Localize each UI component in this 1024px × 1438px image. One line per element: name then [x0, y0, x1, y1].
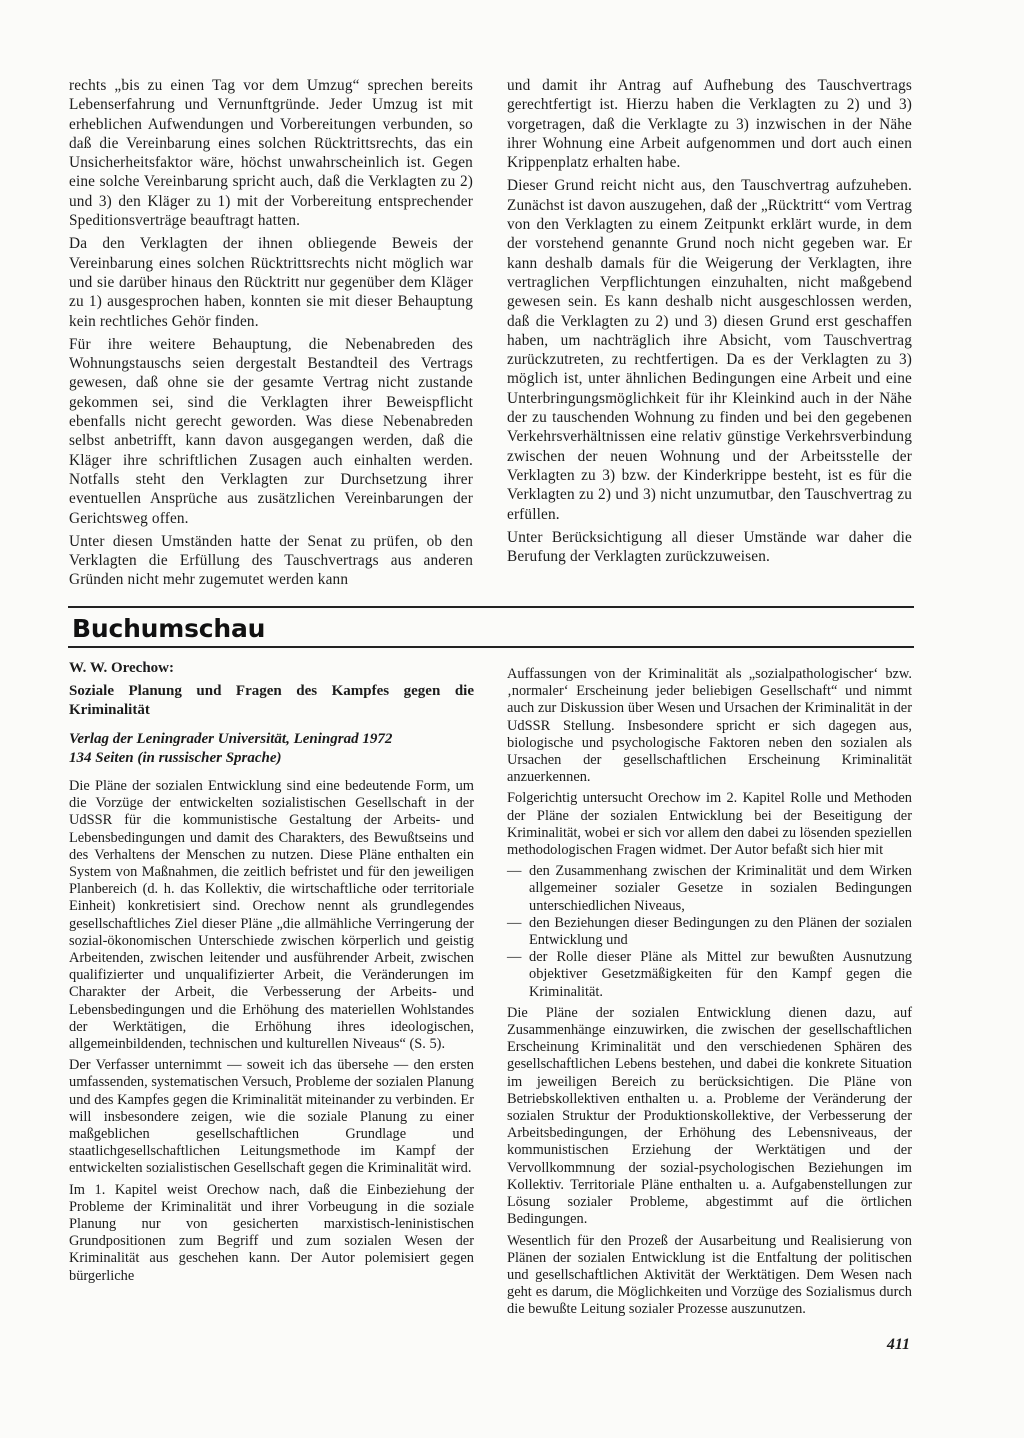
top-left-column	[69, 76, 473, 594]
paragraph: Die Pläne der sozialen Entwicklung sind eine bedeutende Form, um die Vorzüge der entwickelten sozialistischen Gesellschaft in der UdSSR für die kommunistische Gestaltung der Arbeits- und Lebensbedingungen und damit des Charakters, des Bewußtseins und des Verhaltens der Menschen zu nutzen. Diese Pläne enthalten ein System von Maßnahmen, die zeitlich befristet und für den jeweiligen Planbereich (d. h. das Kollektiv, die wirtschaftliche oder territoriale Einheit) konkretisiert sind. Orechow nennt als grundlegendes gesellschaftliches Ziel dieser Pläne „die allmähliche Verringerung der sozial-ökonomischen Unterschiede zwischen körperlich und geistig Arbeitenden, zwischen leitender und ausführender Arbeit, zwischen qualifizierter und unqualifizierter Arbeit, die Veränderungen im Charakter der Arbeit, die Verbesserung der Arbeits- und Lebensbedingungen und die Erhöhung des materiellen Wohlstandes der Werktätigen, die Erhöhung ihres ideologischen, allgemeinbildenden, technischen und kulturellen Niveaus“ (S. 5).	[69, 778, 474, 1053]
list-item-text: der Rolle dieser Pläne als Mittel zur bewußten Ausnutzung objektiver Gesetzmäßigkeiten für den Kampf gegen die Kriminalität.	[529, 949, 912, 1000]
paragraph: Für ihre weitere Behauptung, die Nebenabreden des Wohnungstauschs seien dergestalt Bestandteil des Vertrags gewesen, daß ohne sie der gesamte Vertrag nicht zustande gekommen sei, sind die Verklagten ihrer Beweispflicht ebenfalls nicht gerecht geworden. Was diese Nebenabreden selbst anbetrifft, kann davon ausgegangen werden, daß die Kläger ihre schriftlichen Zusagen auch einhalten werden. Notfalls steht den Verklagten zur Durchsetzung ihrer eventuellen Ansprüche aus zusätzlichen Vereinbarungen der Gerichtsweg offen.	[69, 335, 473, 527]
list-item	[507, 915, 912, 949]
list-item	[507, 949, 912, 1001]
dash-bullet: —	[507, 949, 522, 966]
paragraph: Dieser Grund reicht nicht aus, den Tauschvertrag aufzuheben. Zunächst ist davon auszugehen, daß der „Rücktritt“ vom Vertrag von den Verklagten zu einem Zeitpunkt erklärt wurde, in dem der vorstehend genannte Grund noch nicht gegeben war. Er kann deshalb damals für die Weigerung der Verklagten, ihre vertraglichen Verpflichtungen einzuhalten, nicht maßgebend gewesen sein. Es kann deshalb nicht ausgeschlossen werden, daß die Verklagten zu 2) und 3) diesen Grund erst geschaffen haben, um nachträglich ihre Absicht, vom Tauschvertrag zurückzutreten, zu rechtfertigen. Da es der Verklagten zu 3) möglich ist, unter ähnlichen Bedingungen eine Arbeit und eine Unterbringungsmöglichkeit für ihr Kleinkind auch in der Nähe der zu tauschenden Wohnung zu finden und bei den gegebenen Verkehrsverhältnissen eine relativ günstige Verkehrsverbindung zwischen der neuen Wohnung und der Arbeitsstelle der Verklagten zu 3) bzw. der Kinderkrippe besteht, ist es für die Verklagten zu 2) und 3) nicht unzumutbar, den Tauschvertrag zu erfüllen.	[507, 177, 912, 523]
paragraph: Unter Berücksichtigung all dieser Umstände war daher die Berufung der Verklagten zurückzuweisen.	[507, 528, 912, 566]
review-publisher	[69, 730, 474, 768]
dash-bullet: —	[507, 914, 522, 931]
paragraph: Der Verfasser unternimmt — soweit ich das übersehe — den ersten umfassenden, systematischen Versuch, Probleme der sozialen Planung und des Kampfes gegen die Kriminalität miteinander zu verbinden. Er will insbesondere zeigen, wie die soziale Planung zu einer maßgeblichen gesellschaftlichen Grundlage und staatlichgesellschaftlichen Leitungsmethode im Kampf der entwickelten sozialistischen Gesellschaft gegen die Kriminalität wird.	[69, 1057, 474, 1177]
publisher-line: Verlag der Leningrader Universität, Leningrad 1972	[69, 731, 393, 747]
paragraph: Im 1. Kapitel weist Orechow nach, daß die Einbeziehung der Probleme der Kriminalität und ihrer Vorbeugung in die soziale Planung nur von gesicherten marxistisch-leninistischen Grundpositionen zum Begriff und zum sozialen Wesen der Kriminalität aus geschehen kann. Der Autor polemisiert gegen bürgerliche	[69, 1181, 474, 1284]
review-book-title: Soziale Planung und Fragen des Kampfes gegen die Kriminalität	[69, 683, 474, 718]
review-left-column	[69, 660, 474, 1289]
publisher-line: 134 Seiten (in russischer Sprache)	[69, 750, 282, 766]
list-item	[507, 863, 912, 915]
section-heading: Buchumschau	[72, 614, 266, 643]
list-item-text: den Beziehungen dieser Bedingungen zu den Plänen der sozialen Entwicklung und	[529, 914, 912, 949]
paragraph: Wesentlich für den Prozeß der Ausarbeitung und Realisierung von Plänen der sozialen Entwicklung ist die Entfaltung der politischen und gesellschaftlichen Aktivität der Werktätigen. Dem Wesen nach geht es darum, die Möglichkeiten und Vorzüge des Sozialismus durch die bewußte Leitung sozialer Prozesse auszunutzen.	[507, 1232, 912, 1318]
paragraph: Unter diesen Umständen hatte der Senat zu prüfen, ob den Verklagten die Erfüllung des Tauschvertrags aus anderen Gründen nicht mehr zugemutet werden kann	[69, 532, 473, 589]
paragraph: Da den Verklagten der ihnen obliegende Beweis der Vereinbarung eines solchen Rücktrittsrechts nicht möglich war und sie darüber hinaus den Rücktritt nur gegenüber dem Kläger zu 1) ausgesprochen haben, konnten sie mit dieser Behauptung kein rechtliches Gehör finden.	[69, 235, 473, 330]
paragraph: Folgerichtig untersucht Orechow im 2. Kapitel Rolle und Methoden der Pläne der sozialen Entwicklung bei der Beseitigung der Kriminalität, wobei er sich vor allem den dabei zu lösenden speziellen methodologischen Fragen widmet. Der Autor befaßt sich hier mit	[507, 790, 912, 859]
paragraph: Die Pläne der sozialen Entwicklung dienen dazu, auf Zusammenhänge einzuwirken, die zwischen der gesellschaftlichen Erscheinung Kriminalität und den verschiedenen Sphären des gesellschaftlichen Lebens bestehen, und dabei die konkrete Situation im jeweiligen Bereich zu berücksichtigen. Die Pläne von Betriebskollektiven enthalten u. a. Probleme der Veränderung der sozialen Struktur der Produktionskollektive, der Verbesserung der Arbeitsbedingungen, der Erhöhung des Lebensniveaus, der kommunistischen Erziehung der Werktätigen und der Vervollkommnung der sozial-psychologischen Beziehungen im Kollektiv. Territoriale Pläne enthalten u. a. Aufgabenstellungen zur Lösung sozialer Probleme, abgestimmt auf die örtlichen Bedingungen.	[507, 1004, 912, 1228]
paragraph: rechts „bis zu einen Tag vor dem Umzug“ sprechen bereits Lebenserfahrung und Vernunftgründe. Jeder Umzug ist mit erheblichen Aufwendungen und Vorbereitungen verbunden, so daß die Vereinbarung eines solchen Rücktrittsrechts, das ein Unsicherheitsfaktor wäre, höchst unwahrscheinlich ist. Gegen eine solche Vereinbarung spricht auch, daß die Verklagten zu 2) und 3) den Kläger zu 1) mit der Vorbereitung entsprechender Speditionsverträge beauftragt hatten.	[69, 77, 473, 230]
paragraph: Auffassungen von der Kriminalität als „sozialpathologischer‘ bzw. ‚normaler‘ Erscheinung jeder beliebigen Gesellschaft“ und nimmt auch zur Diskussion über Wesen und Ursachen der Kriminalität in der UdSSR Stellung. Insbesondere spricht er sich dagegen aus, biologische und psychologische Faktoren neben den sozialen als Ursachen der gesellschaftlichen Erscheinung Kriminalität anzuerkennen.	[507, 666, 912, 786]
review-right-column	[507, 666, 912, 1323]
paragraph: und damit ihr Antrag auf Aufhebung des Tauschvertrags gerechtfertigt ist. Hierzu haben die Verklagten zu 2) und 3) vorgetragen, daß die Verklagte zu 3) inzwischen in der Nähe ihrer Wohnung eine Arbeit aufgenommen und dort auch einen Krippenplatz erhalten habe.	[507, 77, 912, 172]
page-number: 411	[886, 1336, 910, 1353]
section-rule-top	[68, 606, 914, 608]
top-right-column	[507, 76, 912, 570]
bullet-list	[507, 863, 912, 1001]
dash-bullet: —	[507, 863, 522, 880]
section-rule-bottom	[68, 646, 914, 648]
review-author: W. W. Orechow:	[69, 660, 175, 676]
list-item-text: den Zusammenhang zwischen der Kriminalität und dem Wirken allgemeiner sozialer Gesetze in sozialen Bedingungen unterschiedlichen Niveaus,	[529, 863, 912, 914]
